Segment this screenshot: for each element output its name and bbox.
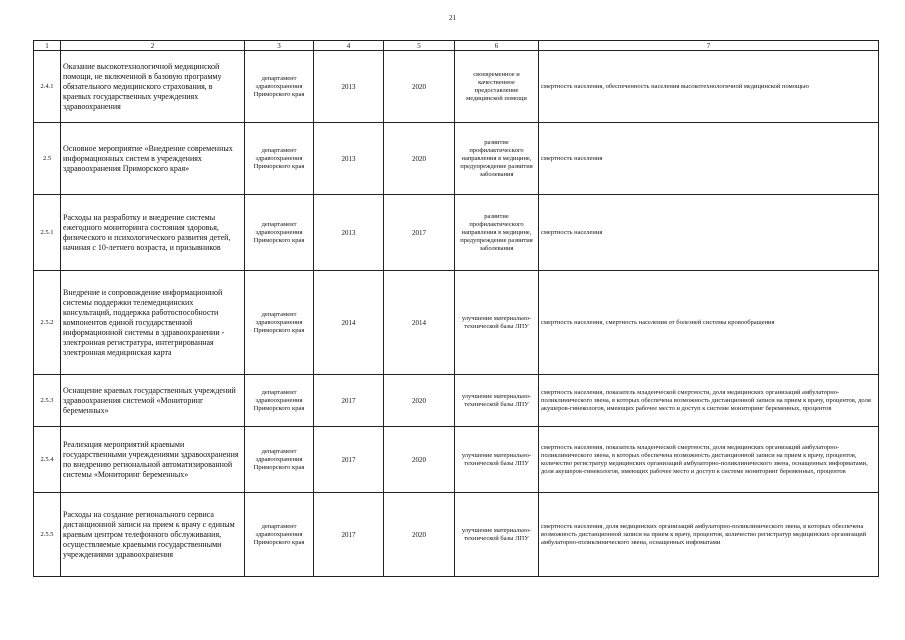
table-row (34, 195, 879, 271)
executor: департамент здравоохранения Приморского края (245, 427, 314, 493)
activity-name: Расходы на разработку и внедрение системы ежегодного мониторинга состояния здоровья, физического и психологического развития детей, начиная с 10-летнего возраста, и призывников (61, 195, 245, 271)
executor: департамент здравоохранения Приморского края (245, 375, 314, 427)
executor: департамент здравоохранения Приморского края (245, 271, 314, 375)
expected-result: улучшение материально-технической базы ЛПУ (455, 427, 539, 493)
expected-result: улучшение материально-технической базы ЛПУ (455, 493, 539, 577)
page-number: 21 (449, 14, 456, 22)
start-year: 2014 (314, 271, 384, 375)
expected-result: своевременное и качественное предоставление медицинской помощи (455, 51, 539, 123)
row-number: 2.5.4 (34, 427, 61, 493)
end-year: 2017 (384, 195, 455, 271)
end-year: 2020 (384, 51, 455, 123)
table-row (34, 427, 879, 493)
expected-result: улучшение материально-технической базы ЛПУ (455, 271, 539, 375)
activity-name: Внедрение и сопровождение информационной системы поддержки телемедицинских консультаций, поддержка работоспособности компонентов единой государственной информационной системы в здравоохранении - электронная регистратура, интегрированная электронная медицинская карта (61, 271, 245, 375)
start-year: 2013 (314, 51, 384, 123)
column-header: 2 (61, 41, 245, 51)
end-year: 2014 (384, 271, 455, 375)
indicator: смертность населения, доля медицинских организаций амбулаторно-поликлинического звена, в которых обеспечена возможность дистанционной записи на прием к врачу, процентов, количество регистратур медицинских организаций амбулаторно-поликлинического звена, оснащенных инфоматами (539, 493, 879, 577)
executor: департамент здравоохранения Приморского края (245, 123, 314, 195)
end-year: 2020 (384, 493, 455, 577)
table-row (34, 123, 879, 195)
start-year: 2013 (314, 123, 384, 195)
row-number: 2.5.3 (34, 375, 61, 427)
start-year: 2017 (314, 493, 384, 577)
activity-name: Оснащение краевых государственных учреждений здравоохранения системой «Мониторинг беременных» (61, 375, 245, 427)
activity-name: Расходы на создание регионального сервиса дистанционной записи на прием к врачу с единым краевым центром телефонного обслуживания, осуществляемые краевыми государственными учреждениями здравоохранения (61, 493, 245, 577)
expected-result: развитие профилактического направления в медицине, предупреждение развития заболевания (455, 195, 539, 271)
expected-result: развитие профилактического направления в медицине, предупреждение развития заболевания (455, 123, 539, 195)
table-row (34, 493, 879, 577)
activity-name: Оказание высокотехнологичной медицинской помощи, не включенной в базовую программу обязательного медицинского страхования, в краевых государственных учреждениях здравоохранения (61, 51, 245, 123)
row-number: 2.4.1 (34, 51, 61, 123)
column-header: 1 (34, 41, 61, 51)
indicator: смертность населения, показатель младенческой смертности, доля медицинских организаций амбулаторно-поликлинического звена, в которых обеспечена возможность дистанционной записи на прием к врачу, процентов, количество регистратур медицинских организаций амбулаторно-поликлинического звена, оснащенных информатами, доля акушеров-гинекологов, имеющих рабочее место и доступ к системе мониторинг беременных, процентов (539, 427, 879, 493)
start-year: 2017 (314, 427, 384, 493)
program-activities-table (33, 40, 879, 577)
indicator: смертность населения, показатель младенческой смертности, доля медицинских организаций амбулаторно-поликлинического звена, в которых обеспечена возможность дистанционной записи на прием к врачу, процентов, доля акушеров-гинекологов, имеющих рабочее место и доступ к системе мониторинг беременных, процентов (539, 375, 879, 427)
indicator: смертность населения, обеспеченность населения высокотехнологичной медицинской помощью (539, 51, 879, 123)
row-number: 2.5.5 (34, 493, 61, 577)
start-year: 2013 (314, 195, 384, 271)
indicator: смертность населения, смертность населения от болезней системы кровообращения (539, 271, 879, 375)
start-year: 2017 (314, 375, 384, 427)
column-header: 6 (455, 41, 539, 51)
indicator: смертность населения (539, 123, 879, 195)
executor: департамент здравоохранения Приморского края (245, 195, 314, 271)
end-year: 2020 (384, 375, 455, 427)
indicator: смертность населения (539, 195, 879, 271)
end-year: 2020 (384, 427, 455, 493)
end-year: 2020 (384, 123, 455, 195)
activity-name: Реализация мероприятий краевыми государственными учреждениями здравоохранения по внедрению региональной автоматизированной системы «Мониторинг беременных» (61, 427, 245, 493)
row-number: 2.5.2 (34, 271, 61, 375)
executor: департамент здравоохранения Приморского края (245, 51, 314, 123)
executor: департамент здравоохранения Приморского края (245, 493, 314, 577)
column-number-row (34, 41, 879, 51)
table-row (34, 51, 879, 123)
row-number: 2.5.1 (34, 195, 61, 271)
table-row (34, 271, 879, 375)
expected-result: улучшение материально-технической базы ЛПУ (455, 375, 539, 427)
table-row (34, 375, 879, 427)
activity-name: Основное мероприятие «Внедрение современных информационных систем в учреждениях здравоохранения Приморского края» (61, 123, 245, 195)
column-header: 4 (314, 41, 384, 51)
column-header: 7 (539, 41, 879, 51)
column-header: 3 (245, 41, 314, 51)
column-header: 5 (384, 41, 455, 51)
row-number: 2.5 (34, 123, 61, 195)
